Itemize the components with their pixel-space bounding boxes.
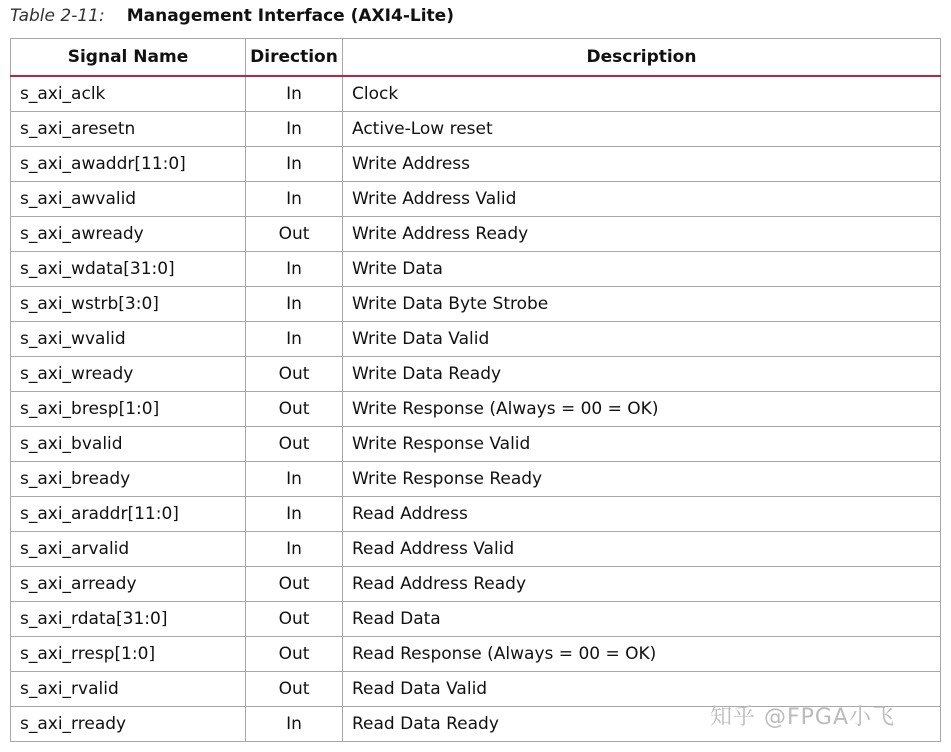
table-row (11, 147, 941, 182)
table-number: Table 2-11: (10, 6, 105, 26)
cell-description: Write Address Ready (343, 217, 941, 252)
table-row (11, 532, 941, 567)
cell-description: Read Address Valid (343, 532, 941, 567)
cell-description: Read Response (Always = 00 = OK) (343, 637, 941, 672)
cell-direction: In (246, 287, 343, 322)
header-direction: Direction (246, 39, 343, 77)
cell-description: Write Data Ready (343, 357, 941, 392)
cell-description: Clock (343, 76, 941, 112)
cell-description: Read Data (343, 602, 941, 637)
cell-direction: In (246, 252, 343, 287)
cell-description: Read Data Ready (343, 707, 941, 742)
table-row (11, 427, 941, 462)
cell-direction: In (246, 182, 343, 217)
signal-table (10, 38, 941, 742)
cell-direction: In (246, 497, 343, 532)
cell-signal-name: s_axi_rready (11, 707, 246, 742)
cell-signal-name: s_axi_arvalid (11, 532, 246, 567)
cell-signal-name: s_axi_rvalid (11, 672, 246, 707)
cell-direction: In (246, 707, 343, 742)
table-row (11, 252, 941, 287)
cell-signal-name: s_axi_awready (11, 217, 246, 252)
cell-description: Write Response Ready (343, 462, 941, 497)
cell-description: Write Data Byte Strobe (343, 287, 941, 322)
cell-signal-name: s_axi_araddr[11:0] (11, 497, 246, 532)
cell-direction: In (246, 532, 343, 567)
cell-signal-name: s_axi_rresp[1:0] (11, 637, 246, 672)
cell-direction: Out (246, 427, 343, 462)
cell-signal-name: s_axi_awvalid (11, 182, 246, 217)
table-row (11, 112, 941, 147)
cell-description: Active-Low reset (343, 112, 941, 147)
cell-description: Write Data (343, 252, 941, 287)
cell-direction: Out (246, 217, 343, 252)
table-row (11, 182, 941, 217)
cell-signal-name: s_axi_aresetn (11, 112, 246, 147)
table-row (11, 637, 941, 672)
cell-signal-name: s_axi_wstrb[3:0] (11, 287, 246, 322)
cell-description: Read Address Ready (343, 567, 941, 602)
cell-direction: Out (246, 392, 343, 427)
cell-description: Write Data Valid (343, 322, 941, 357)
cell-signal-name: s_axi_wready (11, 357, 246, 392)
cell-signal-name: s_axi_bready (11, 462, 246, 497)
cell-signal-name: s_axi_wdata[31:0] (11, 252, 246, 287)
header-description: Description (343, 39, 941, 77)
table-row (11, 462, 941, 497)
cell-description: Write Response Valid (343, 427, 941, 462)
table-row (11, 322, 941, 357)
table-row (11, 602, 941, 637)
cell-signal-name: s_axi_bvalid (11, 427, 246, 462)
cell-direction: In (246, 147, 343, 182)
table-row (11, 76, 941, 112)
cell-description: Write Response (Always = 00 = OK) (343, 392, 941, 427)
header-row (11, 39, 941, 77)
cell-direction: Out (246, 602, 343, 637)
cell-description: Read Data Valid (343, 672, 941, 707)
cell-description: Write Address (343, 147, 941, 182)
cell-direction: In (246, 76, 343, 112)
cell-signal-name: s_axi_arready (11, 567, 246, 602)
cell-description: Write Address Valid (343, 182, 941, 217)
cell-direction: In (246, 322, 343, 357)
cell-direction: Out (246, 357, 343, 392)
cell-direction: In (246, 462, 343, 497)
cell-direction: Out (246, 567, 343, 602)
cell-description: Read Address (343, 497, 941, 532)
header-signal-name: Signal Name (11, 39, 246, 77)
cell-signal-name: s_axi_bresp[1:0] (11, 392, 246, 427)
table-row (11, 217, 941, 252)
table-caption (10, 6, 454, 26)
table-row (11, 357, 941, 392)
table-row (11, 497, 941, 532)
cell-signal-name: s_axi_rdata[31:0] (11, 602, 246, 637)
cell-signal-name: s_axi_awaddr[11:0] (11, 147, 246, 182)
watermark: 知乎 @FPGA小飞 (710, 705, 896, 730)
cell-signal-name: s_axi_aclk (11, 76, 246, 112)
table-row (11, 567, 941, 602)
cell-direction: In (246, 112, 343, 147)
table-title: Management Interface (AXI4-Lite) (126, 6, 454, 26)
cell-direction: Out (246, 672, 343, 707)
table-row (11, 392, 941, 427)
table-row (11, 287, 941, 322)
cell-signal-name: s_axi_wvalid (11, 322, 246, 357)
cell-direction: Out (246, 637, 343, 672)
